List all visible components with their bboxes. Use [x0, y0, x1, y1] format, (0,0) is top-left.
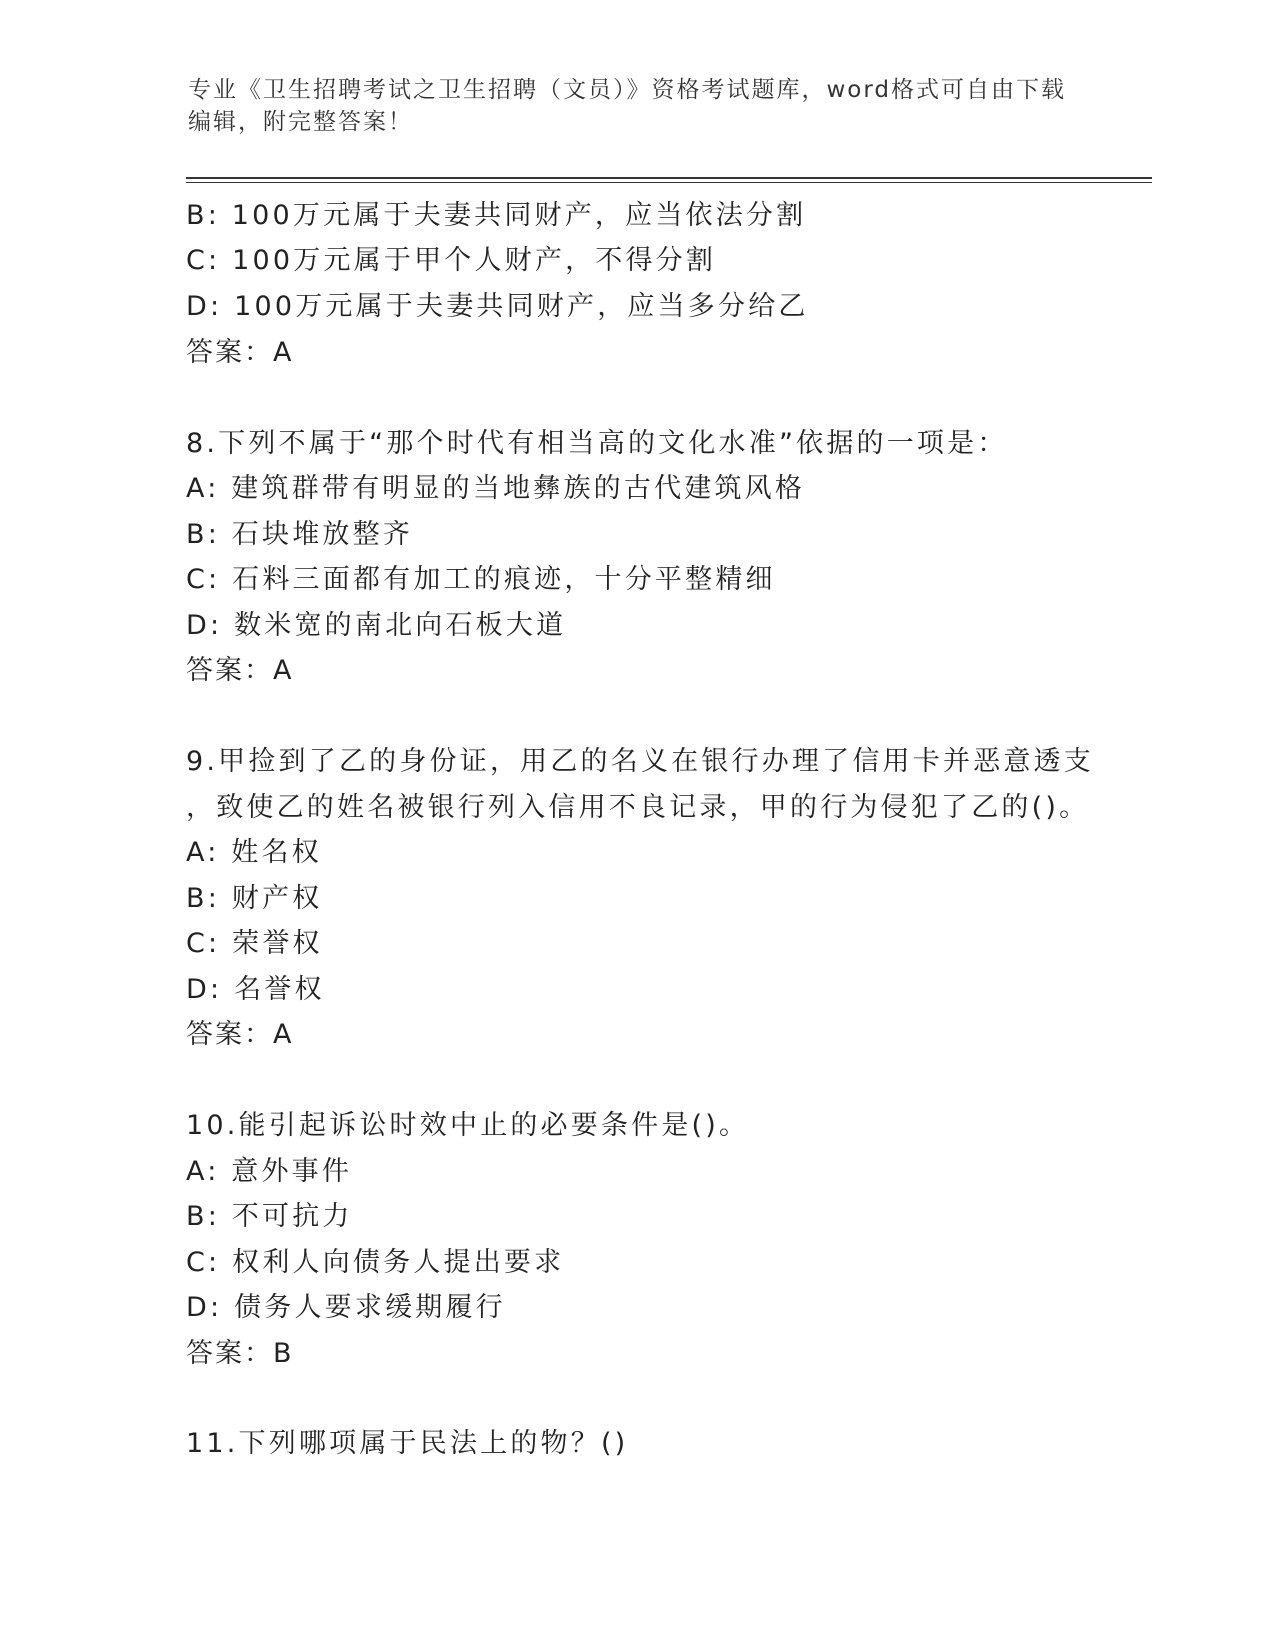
option-line: C: 石料三面都有加工的痕迹，十分平整精细: [186, 564, 776, 595]
option-line: A: 建筑群带有明显的当地彝族的古代建筑风格: [186, 473, 806, 504]
option-line: D: 名誉权: [186, 974, 325, 1005]
answer-line: 答案：A: [186, 655, 294, 686]
answer-line: 答案：A: [186, 337, 294, 368]
question-text: 9.甲捡到了乙的身份证，用乙的名义在银行办理了信用卡并恶意透支: [186, 746, 1094, 777]
option-line: B: 不可抗力: [186, 1201, 353, 1232]
option-line: D: 100万元属于夫妻共同财产，应当多分给乙: [186, 291, 809, 322]
question-text: 8.下列不属于“那个时代有相当高的文化水准”依据的一项是：: [186, 428, 1008, 459]
option-line: C: 100万元属于甲个人财产，不得分割: [186, 245, 717, 276]
answer-line: 答案：A: [186, 1019, 294, 1050]
header-line-2: 编辑，附完整答案！: [188, 109, 413, 135]
header-line-1: 专业《卫生招聘考试之卫生招聘（文员）》资格考试题库，word格式可自由下载: [188, 77, 1067, 103]
header-rule-thin: [186, 182, 1152, 183]
option-line: A: 意外事件: [186, 1156, 353, 1187]
answer-line: 答案：B: [186, 1338, 294, 1369]
option-line: C: 荣誉权: [186, 928, 323, 959]
option-line: B: 石块堆放整齐: [186, 519, 414, 550]
header-rule-thick: [186, 177, 1152, 179]
question-text: ，致使乙的姓名被银行列入信用不良记录，甲的行为侵犯了乙的()。: [186, 792, 1090, 823]
option-line: A: 姓名权: [186, 837, 322, 868]
document-header: [188, 74, 1088, 138]
question-text: 11.下列哪项属于民法上的物？(): [186, 1428, 629, 1459]
option-line: D: 债务人要求缓期履行: [186, 1292, 506, 1323]
option-line: B: 财产权: [186, 883, 323, 914]
option-line: C: 权利人向债务人提出要求: [186, 1247, 565, 1278]
option-line: D: 数米宽的南北向石板大道: [186, 610, 567, 641]
option-line: B: 100万元属于夫妻共同财产，应当依法分割: [186, 200, 807, 231]
question-text: 10.能引起诉讼时效中止的必要条件是()。: [186, 1110, 750, 1141]
